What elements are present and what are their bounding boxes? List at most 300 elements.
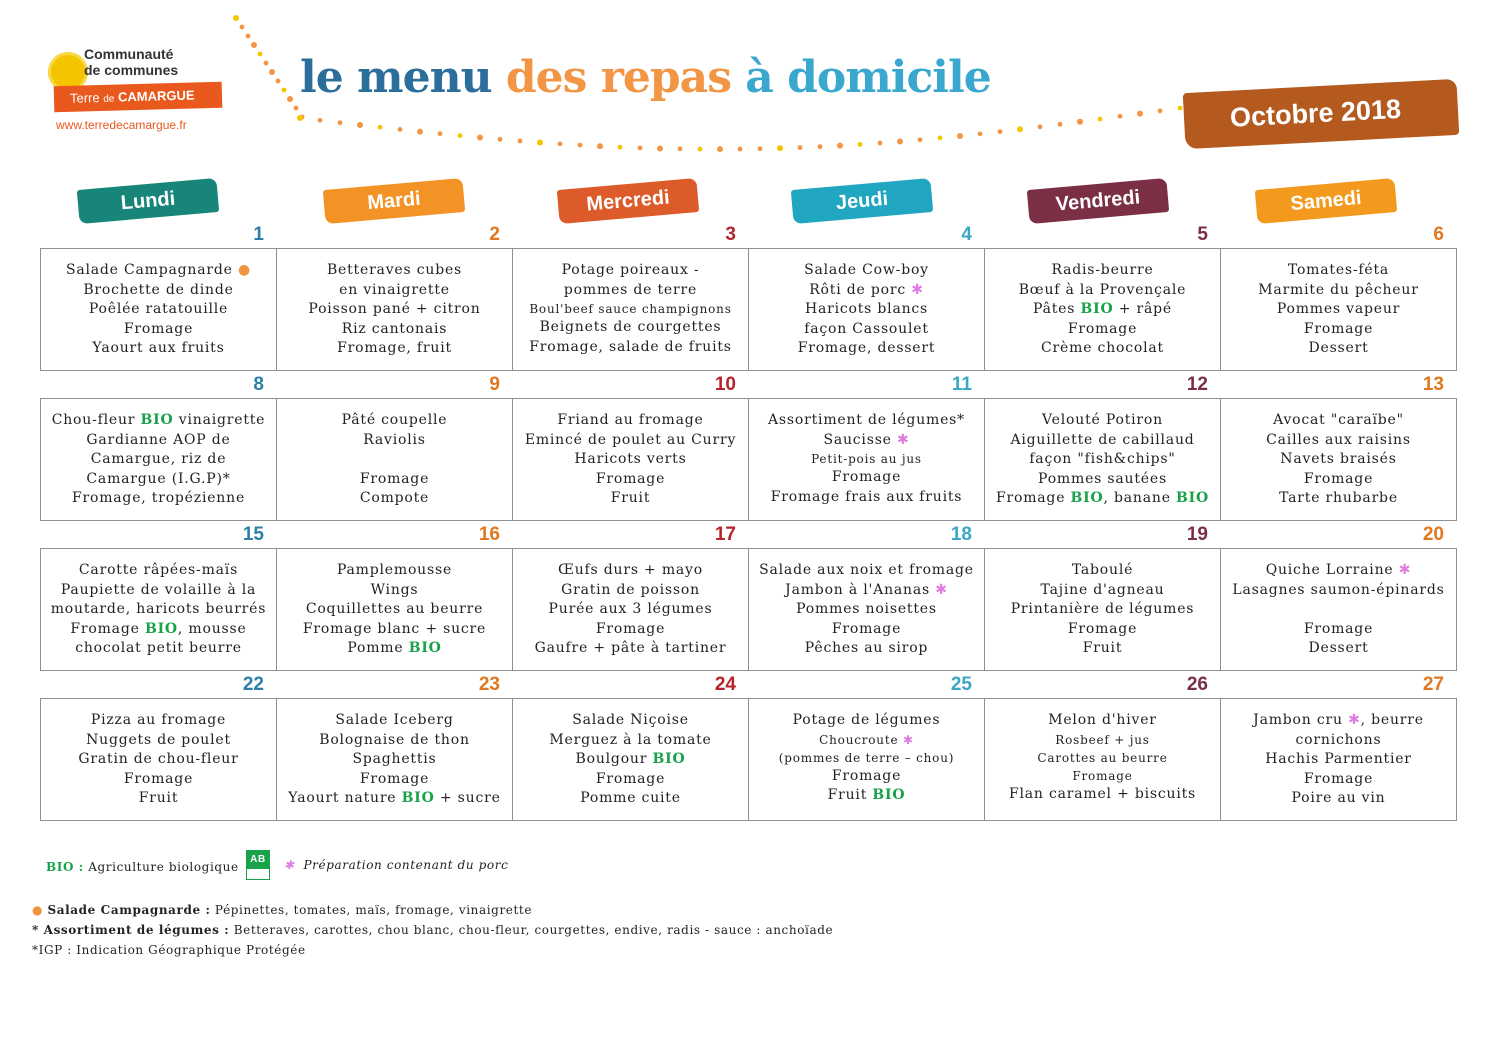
date-number: 11 (951, 374, 972, 395)
bio-label: BIO (401, 790, 435, 807)
menu-item-text: Marmite du pêcheur (1258, 281, 1419, 298)
menu-day-cell (985, 699, 1221, 820)
pork-legend-text: Préparation contenant du porc (303, 858, 509, 872)
menu-line (513, 581, 748, 601)
decorative-dot (578, 143, 583, 148)
footnote-line (32, 920, 833, 940)
menu-item-text: Fromage (831, 620, 902, 637)
menu-item-text: Salade Cow-boy (804, 262, 929, 278)
menu-item-text: Poisson pané + citron (308, 301, 481, 318)
decorative-dot (1098, 117, 1103, 122)
menu-item-text: Fruit (1082, 640, 1123, 657)
menu-item-text: Chou-fleur (51, 412, 141, 428)
date-number: 24 (714, 674, 736, 695)
menu-item-text: Fromage blanc + sucre (302, 620, 487, 637)
menu-line (41, 750, 276, 770)
menu-line (277, 711, 512, 731)
menu-line (513, 300, 748, 318)
day-label: Samedi (1289, 186, 1363, 216)
menu-line (749, 731, 984, 749)
menu-week-row (40, 248, 1457, 371)
menu-line (41, 450, 276, 470)
date-number: 25 (950, 674, 972, 695)
decorative-dot (1077, 119, 1083, 125)
decorative-dot (638, 145, 643, 150)
decorative-dot (618, 145, 623, 150)
menu-line (513, 731, 748, 751)
menu-line (1221, 411, 1456, 431)
menu-item-text: Pêches au sirop (804, 640, 929, 657)
menu-line (749, 620, 984, 640)
menu-item-text: Gratin de poisson (561, 581, 700, 598)
menu-line (277, 750, 512, 770)
date-number: 2 (489, 224, 500, 245)
menu-line (749, 600, 984, 620)
bio-label: BIO (872, 787, 906, 804)
menu-line (277, 639, 512, 659)
menu-item-text: Nuggets de poulet (86, 731, 231, 748)
menu-line (749, 450, 984, 468)
menu-day-cell (1221, 249, 1456, 370)
menu-line (277, 600, 512, 620)
logo (46, 42, 236, 134)
menu-item-text: Wings (370, 581, 419, 598)
decorative-dot (318, 118, 323, 123)
menu-item-text: (pommes de terre – chou) (778, 750, 955, 765)
menu-item-text: Pomme (347, 640, 409, 657)
menu-line (277, 789, 512, 809)
menu-week-row (40, 548, 1457, 671)
menu-line (41, 731, 276, 751)
menu-item-text: Salade Iceberg (335, 712, 454, 728)
date-number: 16 (478, 524, 500, 545)
menu-line (749, 300, 984, 320)
menu-item-text: Emincé de poulet au Curry (524, 431, 737, 448)
title-part-3: à domicile (745, 52, 991, 103)
menu-line (749, 411, 984, 431)
orange-dot-icon: ● (238, 262, 252, 278)
date-number: 10 (714, 374, 736, 395)
menu-item-text: chocolat petit beurre (75, 640, 242, 657)
menu-item-text: Fromage (70, 620, 145, 637)
decorative-dot (837, 143, 843, 149)
menu-line (277, 300, 512, 320)
menu-line (749, 431, 984, 451)
menu-item-text: Camargue (I.G.P)* (86, 470, 231, 487)
decorative-dot (758, 146, 763, 151)
decorative-dot (798, 145, 803, 150)
menu-item-text: Printanière de légumes (1010, 601, 1195, 618)
menu-line (277, 489, 512, 509)
menu-day-cell (985, 249, 1221, 370)
decorative-dot (897, 138, 903, 144)
menu-item-text: Haricots verts (574, 451, 687, 468)
logo-band-prefix: Terre (69, 90, 100, 106)
menu-line (513, 411, 748, 431)
menu-item-text: Beignets de courgettes (539, 319, 722, 336)
decorative-dot (458, 133, 463, 138)
pork-legend (284, 858, 508, 872)
menu-line (41, 431, 276, 451)
decorative-dot (233, 15, 239, 21)
decorative-dot (287, 96, 293, 102)
logo-line-2: de communes (84, 62, 179, 78)
ab-logo-icon (246, 850, 270, 880)
menu-line (513, 789, 748, 809)
menu-item-text: Riz cantonais (341, 320, 448, 337)
month-label: Octobre 2018 (1229, 93, 1402, 133)
menu-line (513, 450, 748, 470)
decorative-dot (558, 141, 563, 146)
menu-line (1221, 711, 1456, 731)
date-number: 5 (1197, 224, 1208, 245)
menu-line (277, 470, 512, 490)
day-header-mardi (323, 178, 465, 224)
menu-line (277, 561, 512, 581)
footnote-text: Pépinettes, tomates, maïs, fromage, vinaigrette (210, 903, 533, 917)
footnote-line (32, 940, 833, 960)
decorative-dot (246, 34, 251, 39)
date-number: 23 (478, 674, 500, 695)
menu-item-text: Boulgour (575, 751, 653, 768)
menu-line (985, 300, 1220, 320)
menu-line (985, 711, 1220, 731)
menu-line (985, 339, 1220, 359)
menu-line (1221, 561, 1456, 581)
decorative-dot (518, 139, 523, 144)
menu-item-text: Flan caramel + biscuits (1008, 785, 1197, 802)
menu-line (277, 581, 512, 601)
menu-day-cell (41, 249, 277, 370)
title-part-2: des repas (505, 52, 731, 103)
decorative-dot (698, 147, 703, 152)
decorative-dot (818, 144, 823, 149)
bio-legend (46, 860, 239, 874)
menu-line (41, 470, 276, 490)
menu-line (985, 767, 1220, 785)
menu-line (513, 318, 748, 338)
menu-item-text: Camargue, riz de (90, 451, 227, 468)
menu-line (41, 411, 276, 431)
menu-item-text: Fromage (995, 490, 1071, 507)
decorative-dot (398, 127, 403, 132)
menu-line (985, 785, 1220, 805)
menu-line (749, 261, 984, 281)
menu-item-text: Dessert (1308, 640, 1369, 657)
menu-line (41, 770, 276, 790)
menu-item-text: Fromage (1067, 620, 1138, 637)
date-row (40, 671, 1457, 698)
menu-line (41, 261, 276, 281)
menu-day-cell (41, 549, 277, 670)
menu-calendar-grid (40, 221, 1457, 821)
date-number: 17 (714, 524, 736, 545)
menu-item-text: Fromage frais aux fruits (770, 488, 963, 505)
menu-item-text: Fromage (359, 470, 430, 487)
menu-item-text: Crème chocolat (1041, 340, 1164, 357)
day-header-samedi (1255, 178, 1397, 224)
menu-item-text: Gaufre + pâte à tartiner (534, 640, 727, 657)
ab-logo-text: AB (247, 851, 269, 869)
menu-item-text: Salade Campagnarde (65, 262, 233, 278)
menu-item-text: Fromage (123, 770, 194, 787)
menu-line (41, 620, 276, 640)
date-number: 18 (950, 524, 972, 545)
logo-band-mid: de (103, 93, 115, 105)
menu-line (277, 261, 512, 281)
menu-line (1221, 261, 1456, 281)
decorative-dot (597, 143, 603, 149)
decorative-dot (878, 141, 883, 146)
menu-item-text: Gratin de chou-fleur (78, 751, 239, 768)
menu-line (749, 767, 984, 787)
menu-line (985, 639, 1220, 659)
decorative-dot (300, 115, 305, 120)
menu-item-text: en vinaigrette (339, 281, 450, 298)
menu-line (1221, 731, 1456, 751)
menu-line (985, 731, 1220, 749)
bio-label: BIO (140, 412, 174, 428)
bio-label: BIO (1176, 490, 1210, 507)
menu-line (1221, 450, 1456, 470)
day-header-jeudi (791, 178, 933, 224)
menu-item-text: Boul'beef sauce champignons (529, 302, 732, 317)
menu-item-text: Merguez à la tomate (549, 731, 712, 748)
menu-line (985, 450, 1220, 470)
menu-line (749, 711, 984, 731)
menu-item-text: Petit-pois au jus (811, 452, 922, 467)
decorative-dot (498, 137, 503, 142)
menu-day-cell (749, 549, 985, 670)
menu-day-cell (513, 549, 749, 670)
menu-item-text: Fruit (827, 787, 873, 804)
menu-day-cell (749, 699, 985, 820)
decorative-dot (858, 142, 863, 147)
menu-line (277, 320, 512, 340)
menu-item-text: Jambon à l'Ananas (785, 581, 931, 598)
menu-line (41, 581, 276, 601)
menu-item-text: vinaigrette (173, 412, 266, 428)
bio-label: BIO (1080, 301, 1114, 318)
menu-day-cell (41, 399, 277, 520)
title-part-1: le menu (300, 52, 492, 103)
menu-item-text: pommes de terre (563, 281, 698, 298)
date-number: 4 (961, 224, 972, 245)
menu-day-cell (277, 549, 513, 670)
menu-item-text: Haricots blancs (804, 301, 929, 318)
menu-line (1221, 489, 1456, 509)
decorative-dot (276, 79, 281, 84)
menu-line (513, 639, 748, 659)
menu-item-text: Tarte rhubarbe (1279, 490, 1398, 507)
menu-line (277, 411, 512, 431)
menu-line (749, 468, 984, 488)
menu-item-text: Melon d'hiver (1048, 712, 1157, 728)
menu-item-text: Potage poireaux - (561, 262, 700, 278)
menu-item-text: Fromage (595, 770, 666, 787)
menu-item-text: Fromage (595, 620, 666, 637)
menu-item-text: Pâté coupelle (341, 412, 448, 428)
menu-item-text: , banane (1103, 490, 1177, 507)
menu-line (41, 711, 276, 731)
menu-line (513, 770, 748, 790)
menu-item-text: Taboulé (1071, 562, 1134, 578)
menu-item-text: Brochette de dinde (83, 281, 234, 298)
menu-item-text: Velouté Potiron (1042, 412, 1163, 428)
menu-item-text: Carottes au beurre (1037, 750, 1168, 765)
menu-item-text: Dessert (1308, 340, 1369, 357)
menu-line (513, 711, 748, 731)
menu-line (277, 431, 512, 451)
date-number: 1 (253, 224, 264, 245)
menu-day-cell (1221, 549, 1456, 670)
day-label: Mardi (366, 187, 422, 215)
menu-line (749, 488, 984, 508)
pork-asterisk-icon: ✱ (935, 581, 948, 598)
decorative-dot (957, 133, 963, 139)
menu-item-text: Assortiment de légumes* (768, 412, 965, 428)
bio-label: BIO (144, 620, 178, 637)
menu-item-text: Yaourt nature (288, 790, 402, 807)
menu-line (277, 620, 512, 640)
logo-url: www.terredecamargue.fr (56, 118, 187, 132)
menu-day-cell (749, 249, 985, 370)
decorative-dot (738, 147, 743, 152)
bio-label: BIO (1070, 490, 1104, 507)
menu-day-cell (513, 399, 749, 520)
pork-asterisk-icon: ✱ (1348, 712, 1361, 728)
menu-item-text: Aiguillette de cabillaud (1010, 431, 1195, 448)
orange-dot-icon: ● (32, 903, 44, 917)
menu-item-text: Pizza au fromage (90, 712, 227, 728)
menu-item-text: Fromage (1303, 320, 1374, 337)
menu-line (749, 639, 984, 659)
menu-item-text: Friand au fromage (557, 412, 704, 428)
decorative-dot (251, 42, 257, 48)
menu-line (985, 431, 1220, 451)
menu-item-text: Fruit (138, 790, 179, 807)
menu-day-cell (277, 399, 513, 520)
menu-item-text: Fromage, tropézienne (71, 490, 246, 507)
menu-line (985, 581, 1220, 601)
date-row (40, 221, 1457, 248)
menu-line (513, 489, 748, 509)
menu-line (749, 786, 984, 806)
menu-day-cell (41, 699, 277, 820)
decorative-dot (1058, 122, 1063, 127)
menu-item-text: Raviolis (363, 431, 426, 448)
menu-day-cell (1221, 399, 1456, 520)
decorative-dot (258, 52, 263, 57)
menu-item-text: Lasagnes saumon-épinards (1232, 581, 1445, 598)
decorative-dot (294, 106, 299, 111)
menu-item-text: Paupiette de volaille à la (60, 581, 257, 598)
menu-item-text: Tomates-féta (1287, 262, 1390, 278)
menu-line (749, 281, 984, 301)
date-number: 26 (1186, 674, 1208, 695)
menu-item-text: Pommes noisettes (796, 601, 937, 618)
date-number: 13 (1422, 374, 1444, 395)
decorative-dot (777, 145, 783, 151)
menu-item-text: , beurre (1360, 712, 1424, 728)
menu-line (749, 749, 984, 767)
date-row (40, 371, 1457, 398)
day-header-lundi (77, 178, 219, 224)
menu-line (513, 561, 748, 581)
menu-item-text: Compote (359, 490, 430, 507)
menu-line (41, 281, 276, 301)
date-number: 27 (1422, 674, 1444, 695)
decorative-dot (240, 25, 245, 30)
menu-line (1221, 431, 1456, 451)
menu-line (513, 431, 748, 451)
menu-line (1221, 300, 1456, 320)
decorative-dot (378, 125, 383, 130)
bio-label: BIO (652, 751, 686, 768)
menu-day-cell (985, 549, 1221, 670)
menu-line (277, 770, 512, 790)
decorative-dot (657, 145, 663, 151)
menu-line (1221, 470, 1456, 490)
decorative-dot (264, 61, 269, 66)
decorative-dot (938, 136, 943, 141)
menu-day-cell (985, 399, 1221, 520)
decorative-dot (1038, 124, 1043, 129)
menu-item-text: Navets braisés (1280, 451, 1397, 468)
date-number: 22 (242, 674, 264, 695)
menu-line (985, 261, 1220, 281)
menu-item-text: Salade aux noix et fromage (759, 562, 974, 578)
menu-week-row (40, 398, 1457, 521)
menu-item-text: Potage de légumes (792, 712, 941, 728)
menu-line (749, 561, 984, 581)
logo-line-1: Communauté (84, 46, 174, 62)
menu-line (749, 339, 984, 359)
menu-item-text: Pâtes (1033, 301, 1081, 318)
menu-line (985, 320, 1220, 340)
day-label: Mercredi (585, 186, 671, 216)
menu-item-text: Fromage (831, 767, 902, 784)
menu-line (1221, 750, 1456, 770)
day-header-vendredi (1027, 178, 1169, 224)
menu-line (985, 489, 1220, 509)
menu-line (41, 489, 276, 509)
menu-item-text: Fruit (610, 490, 651, 507)
decorative-dot (1178, 106, 1183, 111)
footnotes (32, 900, 833, 960)
menu-line (985, 561, 1220, 581)
month-badge (1183, 79, 1460, 149)
menu-line (41, 789, 276, 809)
date-number: 9 (489, 374, 500, 395)
menu-line (1221, 770, 1456, 790)
menu-line (1221, 639, 1456, 659)
menu-line (41, 320, 276, 340)
date-number: 8 (253, 374, 264, 395)
pork-asterisk-icon: ✱ (902, 732, 914, 747)
menu-line (1221, 320, 1456, 340)
menu-day-cell (1221, 699, 1456, 820)
menu-line (41, 300, 276, 320)
decorative-dot (297, 115, 303, 121)
menu-line (1221, 789, 1456, 809)
decorative-dot (537, 139, 543, 145)
day-label: Vendredi (1054, 186, 1142, 216)
menu-line (513, 470, 748, 490)
menu-line (1221, 281, 1456, 301)
menu-item-text: cornichons (1295, 731, 1382, 748)
date-number: 19 (1186, 524, 1208, 545)
